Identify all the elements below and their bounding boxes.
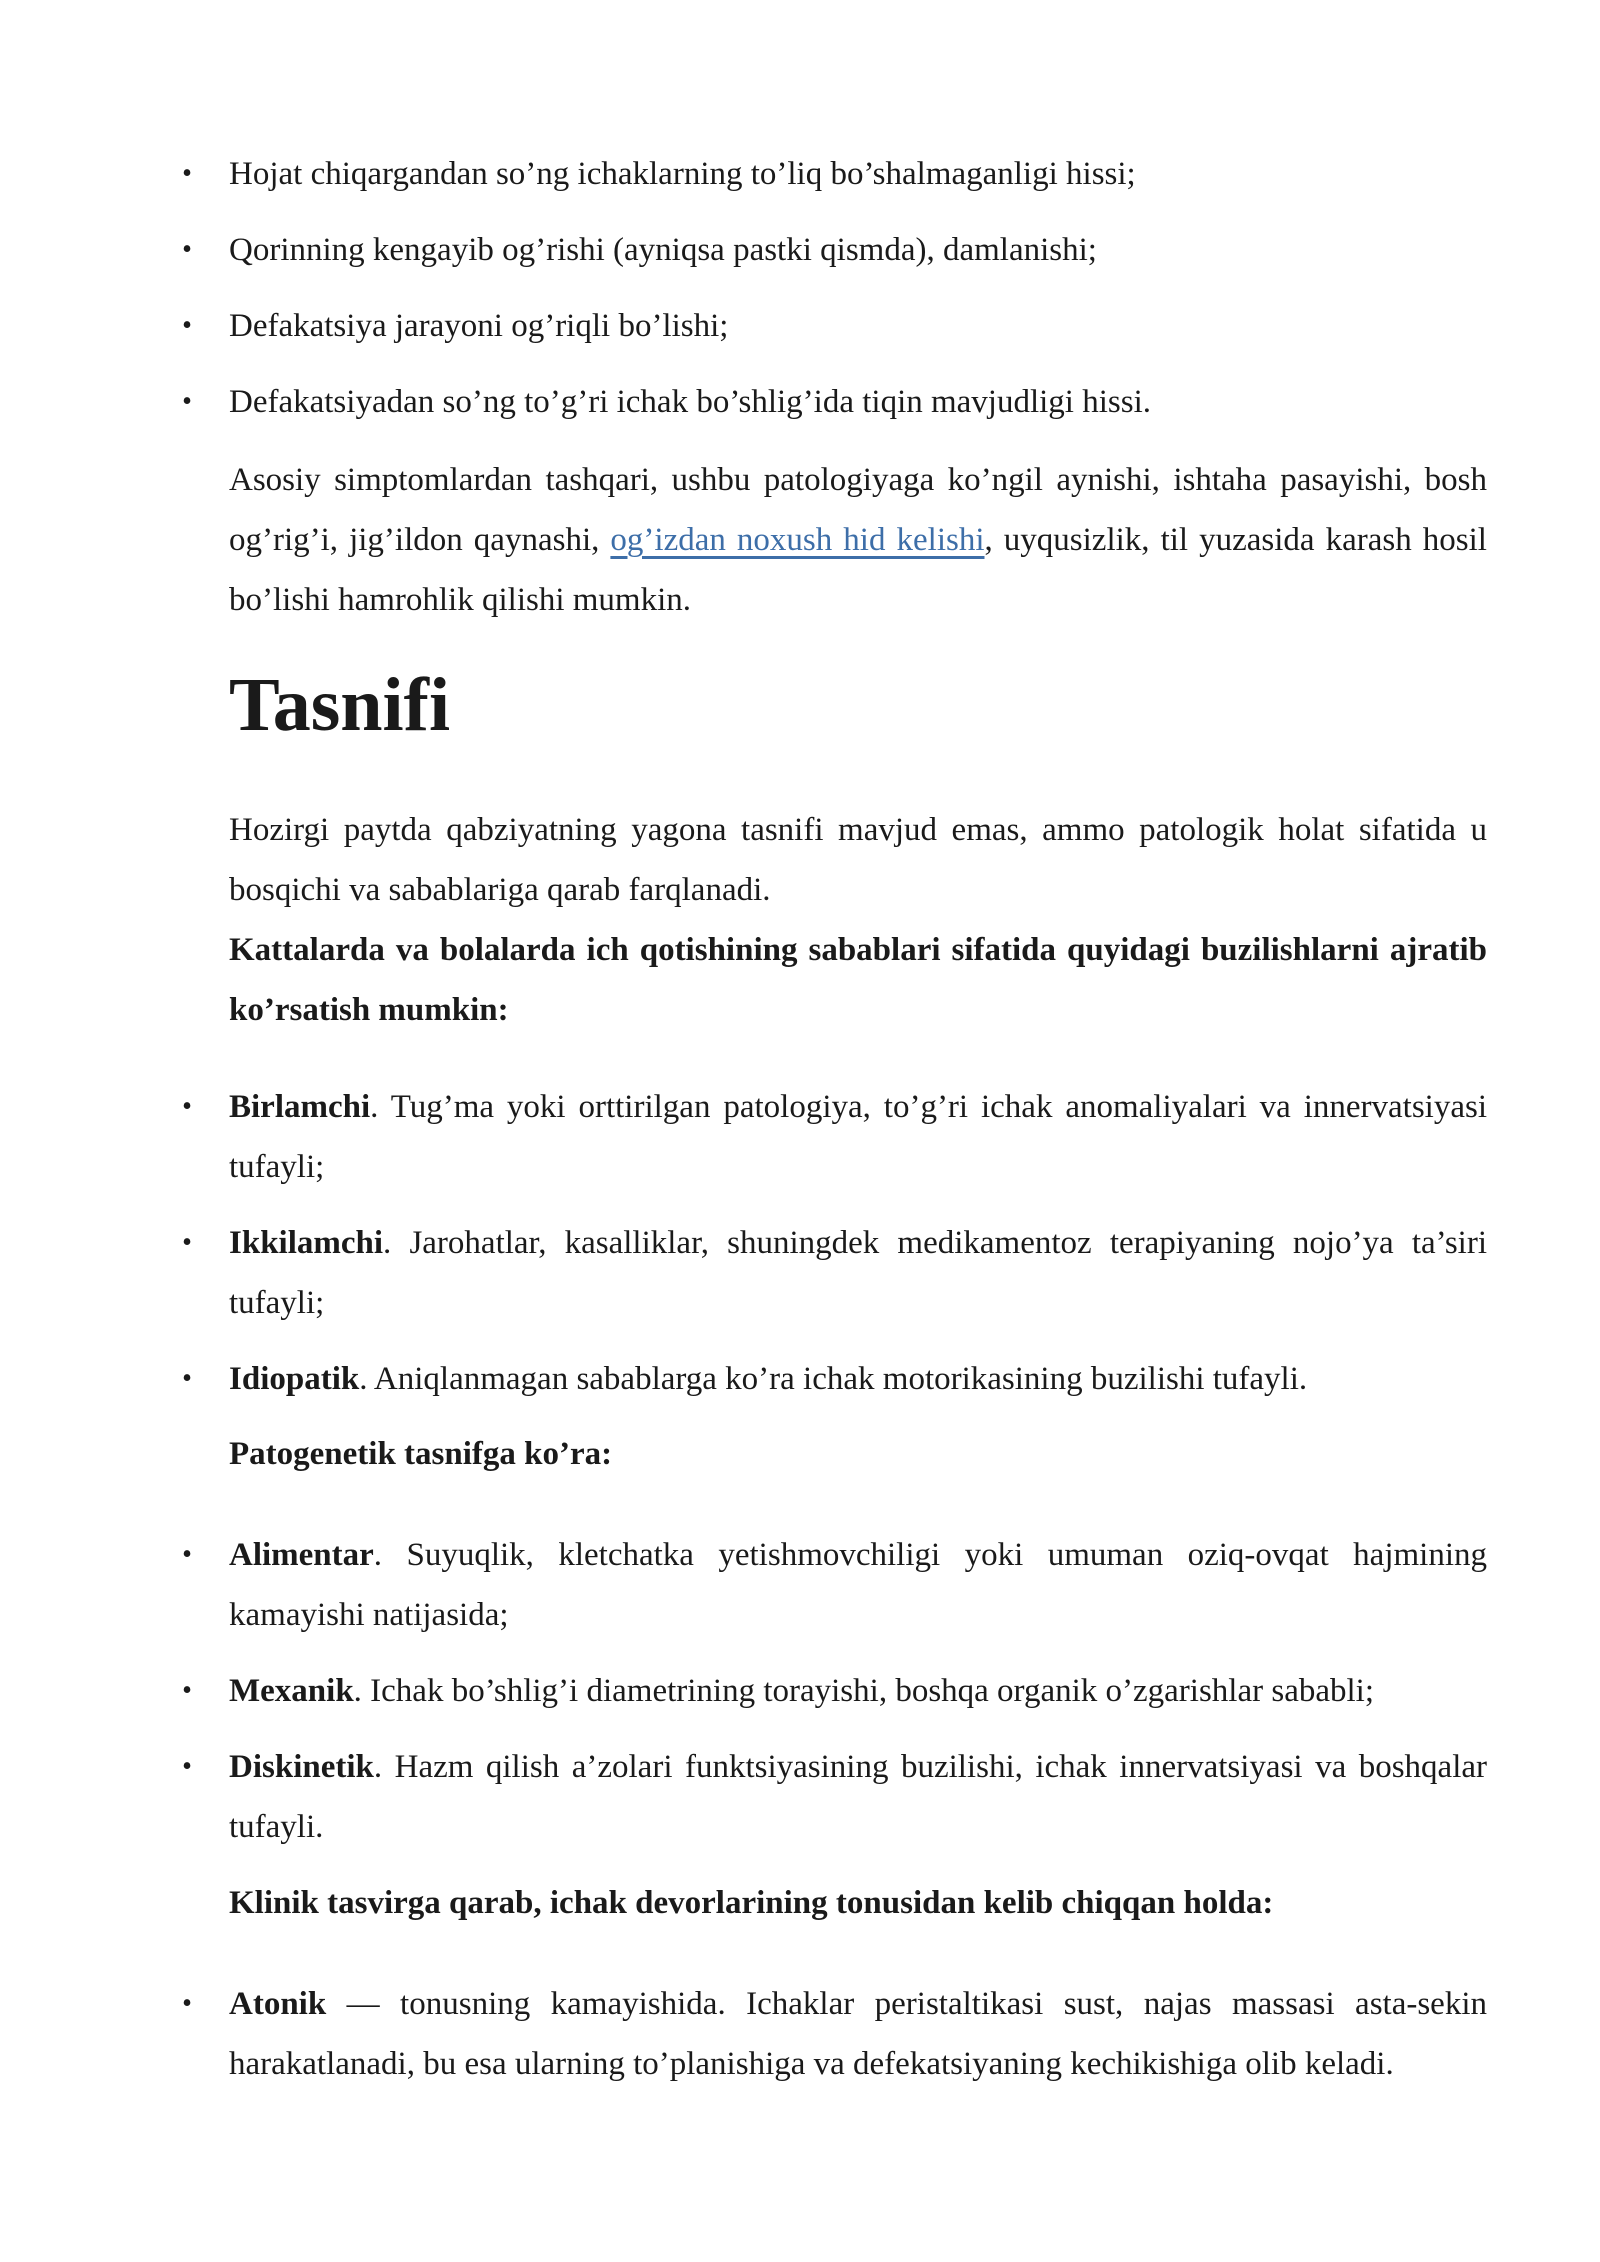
- pathogenetic-list: [182, 1525, 1487, 1857]
- list-item: • Qorinning kengayib og’rishi (ayniqsa pastki qismda), damlanishi;: [229, 220, 1487, 280]
- symptoms-paragraph: Asosiy simptomlardan tashqari, ushbu patologiyaga ko’ngil aynishi, ishtaha pasayishi, bosh og’rig’i, jig’ildon qaynashi, og’izdan noxush hid kelishi, uyqusizlik, til yuzasida karash hosil bo’lishi hamrohlik qilishi mumkin.: [229, 462, 1487, 618]
- bullet-icon: •: [182, 386, 192, 417]
- list-item: • Hojat chiqargandan so’ng ichaklarning to’liq bo’shalmaganligi hissi;: [229, 144, 1487, 204]
- bullet-icon: •: [182, 158, 192, 189]
- bullet-icon: •: [182, 1363, 192, 1394]
- intro-bullet-list: [182, 144, 1487, 432]
- pathogenetic-heading: Patogenetik tasnifga ko’ra:: [229, 1436, 613, 1472]
- list-item: • Atonik — tonusning kamayishida. Ichaklar peristaltikasi sust, najas massasi asta-sekin harakatlanadi, bu esa ularning to’planishiga va defekatsiyaning kechikishiga olib keladi.: [229, 1974, 1487, 2094]
- pathogenetic-heading-block: [229, 1424, 1487, 1484]
- classification-intro: Hozirgi paytda qabziyatning yagona tasnifi mavjud emas, ammo patologik holat sifatida u bosqichi va sabablariga qarab farqlanadi.: [229, 812, 1487, 908]
- bullet-icon: •: [182, 310, 192, 341]
- clinical-list: [182, 1974, 1487, 2094]
- inline-link[interactable]: og’izdan noxush hid kelishi: [610, 522, 985, 558]
- list-item: • Mexanik. Ichak bo’shlig’i diametrining torayishi, boshqa organik o’zgarishlar sababli;: [229, 1661, 1487, 1721]
- bullet-icon: •: [182, 1675, 192, 1706]
- section-heading: Tasnifi: [229, 663, 451, 747]
- heading-block: [229, 660, 1487, 750]
- list-item: • Alimentar. Suyuqlik, kletchatka yetishmovchiligi yoki umuman oziq-ovqat hajmining kamayishi natijasida;: [229, 1525, 1487, 1645]
- bullet-icon: •: [182, 1091, 192, 1122]
- list-item: • Birlamchi. Tug’ma yoki orttirilgan patologiya, to’g’ri ichak anomaliyalari va innervatsiyasi tufayli;: [229, 1077, 1487, 1197]
- causes-block: [182, 1077, 1487, 1409]
- list-item: • Defakatsiyadan so’ng to’g’ri ichak bo’shlig’ida tiqin mavjudligi hissi.: [229, 372, 1487, 432]
- clinical-heading-block: [229, 1873, 1487, 1933]
- bullet-icon: •: [182, 234, 192, 265]
- bullet-icon: •: [182, 1227, 192, 1258]
- bullet-icon: •: [182, 1988, 192, 2019]
- bullet-icon: •: [182, 1751, 192, 1782]
- list-item: • Idiopatik. Aniqlanmagan sabablarga ko’ra ichak motorikasining buzilishi tufayli.: [229, 1349, 1487, 1409]
- list-item: • Diskinetik. Hazm qilish a’zolari funktsiyasining buzilishi, ichak innervatsiyasi va boshqalar tufayli.: [229, 1737, 1487, 1857]
- pathogenetic-block: [182, 1525, 1487, 1857]
- causes-list: [182, 1077, 1487, 1409]
- causes-heading: Kattalarda va bolalarda ich qotishining sabablari sifatida quyidagi buzilishlarni ajratib ko’rsatish mumkin:: [229, 932, 1487, 1028]
- list-item: • Defakatsiya jarayoni og’riqli bo’lishi;: [229, 296, 1487, 356]
- classification-block: [229, 800, 1487, 1040]
- clinical-heading: Klinik tasvirga qarab, ichak devorlarining tonusidan kelib chiqqan holda:: [229, 1885, 1274, 1921]
- bullet-icon: •: [182, 1539, 192, 1570]
- intro-bullets-block: [182, 144, 1487, 432]
- clinical-block: [182, 1974, 1487, 2094]
- list-item: • Ikkilamchi. Jarohatlar, kasalliklar, shuningdek medikamentoz terapiyaning nojo’ya ta’siri tufayli;: [229, 1213, 1487, 1333]
- symptoms-block: [229, 450, 1487, 630]
